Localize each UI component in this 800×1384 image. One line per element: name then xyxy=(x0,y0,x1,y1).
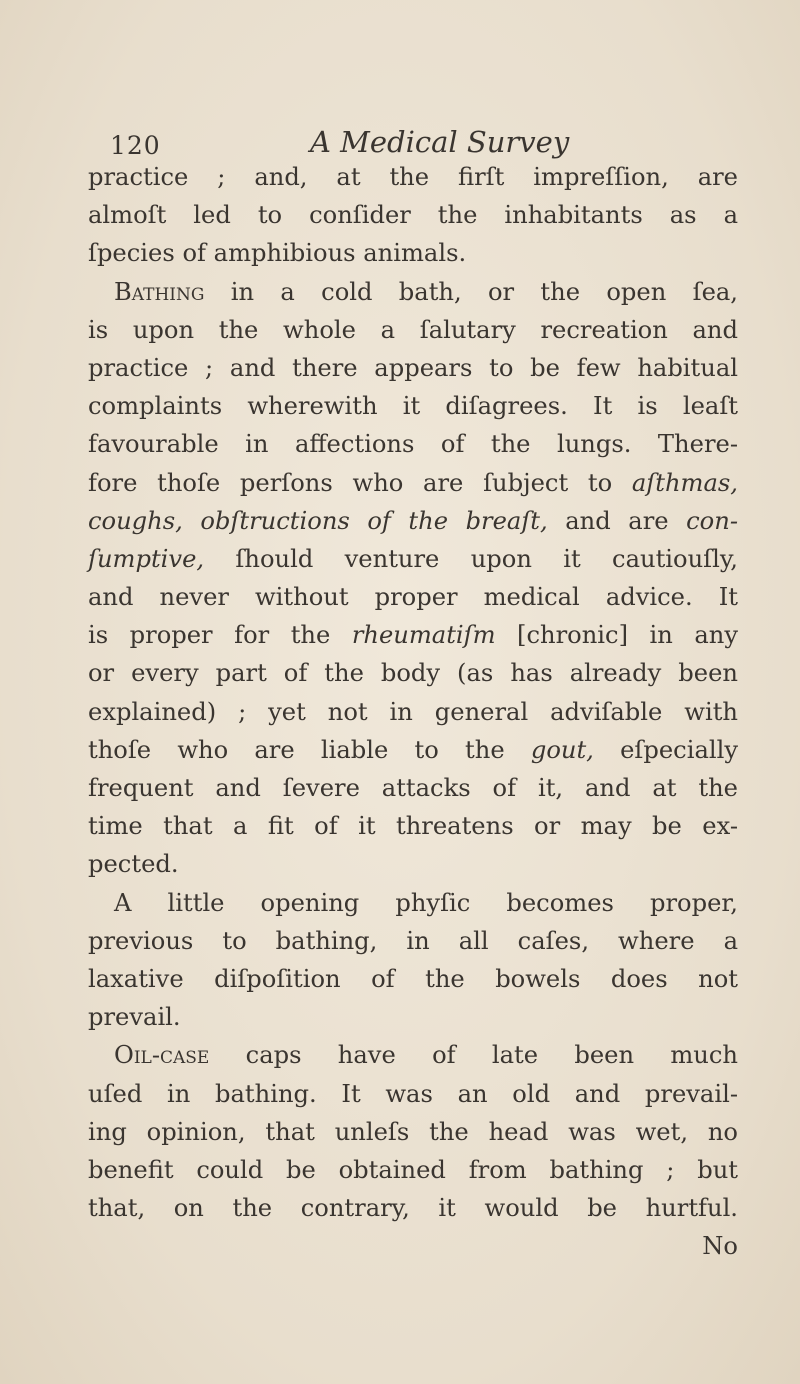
text-segment: aſthmas, xyxy=(631,468,738,497)
text-line xyxy=(88,387,738,425)
text-segment: prevail. xyxy=(88,1003,181,1032)
text-segment: practice ; and, at the firſt impreſſion, are xyxy=(88,163,738,191)
text-line xyxy=(88,807,738,845)
text-segment: ſpecies of amphibious animals. xyxy=(88,239,467,268)
text-line xyxy=(88,349,738,387)
text-line xyxy=(88,1189,738,1227)
text-line xyxy=(88,731,738,769)
text-segment: complaints wherewith it diſagrees. It is leaſt xyxy=(88,392,738,421)
text-line xyxy=(88,998,738,1036)
text-segment: and never without proper medical advice. It xyxy=(88,583,738,612)
text-segment: is upon the whole a ſalutary recreation and xyxy=(88,315,738,344)
text-segment: ſhould venture upon it cautiouſly, xyxy=(204,544,738,573)
text-segment: thoſe who are liable to the xyxy=(88,735,531,764)
page-number: 120 xyxy=(110,131,161,160)
text-segment: previous to bathing, in all caſes, where a xyxy=(88,926,738,955)
text-line xyxy=(88,196,738,234)
text-line xyxy=(88,922,738,960)
text-segment: uſed in bathing. It was an old and prevail- xyxy=(88,1079,738,1108)
text-segment: coughs, obſtructions of the breaſt, xyxy=(88,506,548,535)
text-line xyxy=(88,1113,738,1151)
text-segment: caps have of late been much xyxy=(209,1041,738,1070)
text-segment: in a cold bath, or the open ſea, xyxy=(204,277,738,306)
text-segment: is proper for the xyxy=(88,621,352,650)
text-segment: Oil-case xyxy=(114,1041,210,1070)
text-line xyxy=(88,502,738,540)
text-segment: explained) ; yet not in general adviſable with xyxy=(88,697,738,726)
text-line xyxy=(88,273,738,311)
text-line xyxy=(88,1075,738,1113)
catchword: No xyxy=(702,1232,738,1261)
text-line xyxy=(88,540,738,578)
text-line xyxy=(88,578,738,616)
text-segment: A little opening phyſic becomes proper, xyxy=(114,888,738,917)
text-segment: that, on the contrary, it would be hurtful. xyxy=(88,1194,738,1223)
text-segment: frequent and ſevere attacks of it, and at the xyxy=(88,774,738,802)
text-line xyxy=(88,654,738,692)
body-text xyxy=(88,158,738,1265)
text-segment: [chronic] in any xyxy=(495,621,739,650)
text-line xyxy=(88,884,738,922)
text-segment: Bathing xyxy=(114,277,205,306)
text-line xyxy=(88,1151,738,1189)
text-segment: pected. xyxy=(88,850,179,879)
text-segment: ing opinion, that unleſs the head was wet, no xyxy=(88,1117,738,1146)
text-line xyxy=(88,616,738,654)
text-line xyxy=(88,234,738,272)
text-segment: and are xyxy=(547,506,687,535)
text-segment: or every part of the body (as has already been xyxy=(88,659,738,688)
text-line xyxy=(88,311,738,349)
text-segment: favourable in affections of the lungs. There- xyxy=(88,430,738,459)
text-line xyxy=(88,158,738,196)
text-line xyxy=(88,769,738,807)
text-segment: laxative diſpoſition of the bowels does not xyxy=(88,964,738,993)
text-line xyxy=(88,1036,738,1074)
text-segment: practice ; and there appears to be few habitual xyxy=(88,353,738,382)
text-segment: benefit could be obtained from bathing ; but xyxy=(88,1155,738,1184)
text-line xyxy=(88,845,738,883)
text-line xyxy=(88,960,738,998)
text-segment: almoſt led to conſider the inhabitants as a xyxy=(88,201,738,230)
text-segment: ſumptive, xyxy=(88,544,205,573)
text-line xyxy=(88,425,738,463)
text-segment: con- xyxy=(686,506,738,535)
text-segment: time that a fit of it threatens or may be ex- xyxy=(88,812,738,841)
text-line xyxy=(88,464,738,502)
text-segment: gout, xyxy=(530,735,594,764)
running-title: A Medical Survey xyxy=(310,125,570,159)
text-segment: eſpecially xyxy=(593,735,739,764)
text-line xyxy=(88,693,738,731)
text-segment: fore thoſe perſons who are ſubject to xyxy=(88,468,632,497)
text-segment: rheumatiſm xyxy=(351,621,496,650)
